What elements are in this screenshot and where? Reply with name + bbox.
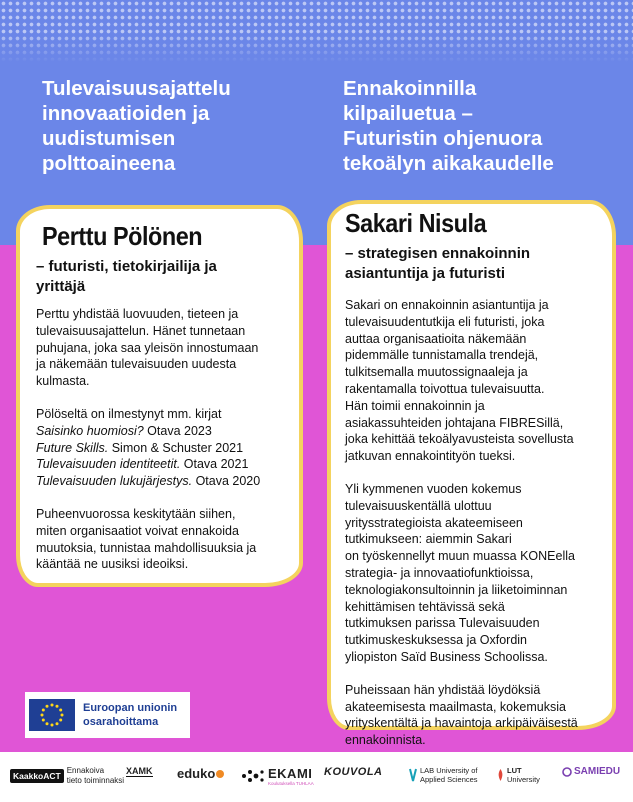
logo-text: LAB University of [420,766,478,775]
book-title: Saisinko huomiosi? [36,423,144,438]
text-line: asiakassuhteiden johtajana FIBRESillä, [345,415,564,430]
speaker-role [345,244,610,284]
speaker-name: Sakari Nisula [345,208,487,238]
text-line: Yli kymmenen vuoden kokemus [345,481,522,496]
kaakkoact-logo [10,766,124,786]
dot-pattern [0,0,633,62]
headline-line: kilpailuetua – [343,102,473,125]
text-line: Perttu yhdistää luovuuden, tieteen ja [36,307,239,321]
speaker-bio [36,306,294,589]
role-line: yrittäjä [36,278,86,295]
logo-text: KaakkoACT [10,769,64,783]
text-line: on työskennellyt muun muassa KONEella [345,549,575,564]
text-line: muutoksia, tunnistaa mahdollisuuksia ja [36,540,257,555]
text-line: yrityskentältä ja havaintoja arkipäiväisestä [345,716,578,731]
lut-logo [496,766,540,784]
eduko-logo [177,766,225,781]
text-line: yritysstrategioista akateemiseen [345,515,523,530]
book-publisher: Otava 2020 [192,474,261,489]
text-line: tulevaisuusajattelun. Hänet tunnetaan [36,323,246,338]
bio-paragraph-2 [345,481,611,666]
ekami-wordmark [268,766,314,786]
role-line: – strategisen ennakoinnin [345,245,531,262]
lab-wordmark [420,766,478,784]
speaker-role [36,257,286,297]
book-title: Tulevaisuuden lukujärjestys. [36,474,193,489]
text-line: ennakoinnista. [345,733,426,748]
text-line: tutkimuskeskuksessa ja Oxfordin [345,633,528,648]
book-title: Tulevaisuuden identiteetit. [36,457,181,472]
role-line: – futuristi, tietokirjailija ja [36,258,217,275]
eu-funding-text [83,701,177,729]
text-line: auttaa organisaatioita näkemään [345,331,527,346]
samiedu-logo [562,766,620,777]
left-headline [42,76,302,176]
headline-line: uudistumisen [42,127,176,150]
lut-wordmark [507,766,540,784]
text-line: akateemisesta maailmasta, kokemuksia [345,699,566,714]
book-title: Future Skills. [36,440,109,455]
text-line: kääntää ne uusiksi ideoiksi. [36,557,189,572]
right-headline [343,76,623,176]
xamk-logo [126,766,153,777]
book-publisher: Simon & Schuster 2021 [108,440,244,455]
bio-closing [36,506,294,573]
lut-mark-icon [496,768,505,782]
text-line: tutkimukseen: aiemmin Sakari [345,532,512,547]
logo-text: XAMK [126,766,153,776]
text-line: tulkitsemalla muutossignaaleja ja [345,365,528,380]
logo-text: eduko [177,766,216,781]
text-line: yliopiston Saïd Business Schoolissa. [345,649,548,664]
headline-line: tekoälyn aikakaudelle [343,152,554,175]
text-line: Hän toimii ennakoinnin ja [345,398,485,413]
logo-text: EKAMI [268,766,313,781]
text-line: miten organisaatiot voivat ennakoida [36,523,239,538]
headline-line: innovaatioiden ja [42,102,210,125]
ekami-dots-icon [241,768,265,784]
books-intro: Pölöseltä on ilmestynyt mm. kirjat [36,406,222,421]
text-line: tulevaisuudentutkija eli futuristi, joka [345,314,545,329]
text-line: kehittämisen tehtävissä sekä [345,599,505,614]
logo-text: SAMIEDU [574,766,621,777]
book-list [36,406,294,490]
speaker-name: Perttu Pölönen [42,221,203,251]
samiedu-mark-icon [562,767,572,777]
bio-paragraph-1 [345,297,611,465]
text-line: Puheissaan hän yhdistää löydöksiä [345,682,541,697]
bio-intro [36,306,294,390]
speaker-card-sakari [327,200,616,748]
headline-line: Futuristin ohjenuora [343,127,543,150]
text-line: Puheenvuorossa keskitytään siihen, [36,506,236,521]
book-publisher: Otava 2023 [143,423,212,438]
logo-text: Applied Sciences [420,775,478,784]
eu-line: Euroopan unionin [83,702,178,714]
text-line: tutkimuksen parissa Tulevaisuuden [345,616,540,631]
headline-line: Ennakoinnilla [343,77,477,100]
lab-mark-icon [408,768,418,782]
headline-line: polttoaineena [42,152,176,175]
logo-text: tieto toiminnaksi [66,776,125,785]
lab-logo [408,766,478,784]
kouvola-logo [324,766,383,778]
logo-text: KOUVOLA [324,766,383,778]
speaker-bio [345,297,611,765]
logo-subtitle [67,766,124,786]
speaker-card-perttu [16,205,303,587]
logo-text: Ennakoiva [66,766,105,775]
bio-paragraph-3 [345,682,611,749]
text-line: Sakari on ennakoinnin asiantuntija ja [345,298,549,312]
text-line: jatkuvan ennakointityön tueksi. [345,449,516,464]
text-line: puhujana, joka saa yleisön innostumaan [36,340,259,355]
eduko-dot-icon [215,769,225,779]
text-line: ja näkemään tulevaisuuden uudesta [36,357,237,372]
text-line: teknologiakonsultoinnin ja liiketoiminnan [345,582,568,597]
text-line: pidemmälle tunnistamalla trendejä, [345,348,539,363]
ekami-logo [241,766,314,786]
logo-text: Koulutuksella TUHLAA [268,781,314,786]
text-line: rakentamalla toivottua tulevaisuutta. [345,381,545,396]
eu-funding-badge [25,692,190,738]
eu-flag-icon [29,699,75,731]
logo-text: University [507,775,540,784]
text-line: tulevaisuuskentällä ulottuu [345,498,492,513]
text-line: kulmasta. [36,374,90,389]
text-line: joka kehittää tekoälyavusteista sovellusta [345,432,574,447]
logo-text: LUT [507,766,522,775]
text-line: strategia- ja innovaatiofunktioissa, [345,565,534,580]
eu-line: osarahoittama [83,716,159,728]
role-line: asiantuntija ja futuristi [345,265,506,282]
headline-line: Tulevaisuusajattelu [42,77,231,100]
book-publisher: Otava 2021 [180,457,249,472]
